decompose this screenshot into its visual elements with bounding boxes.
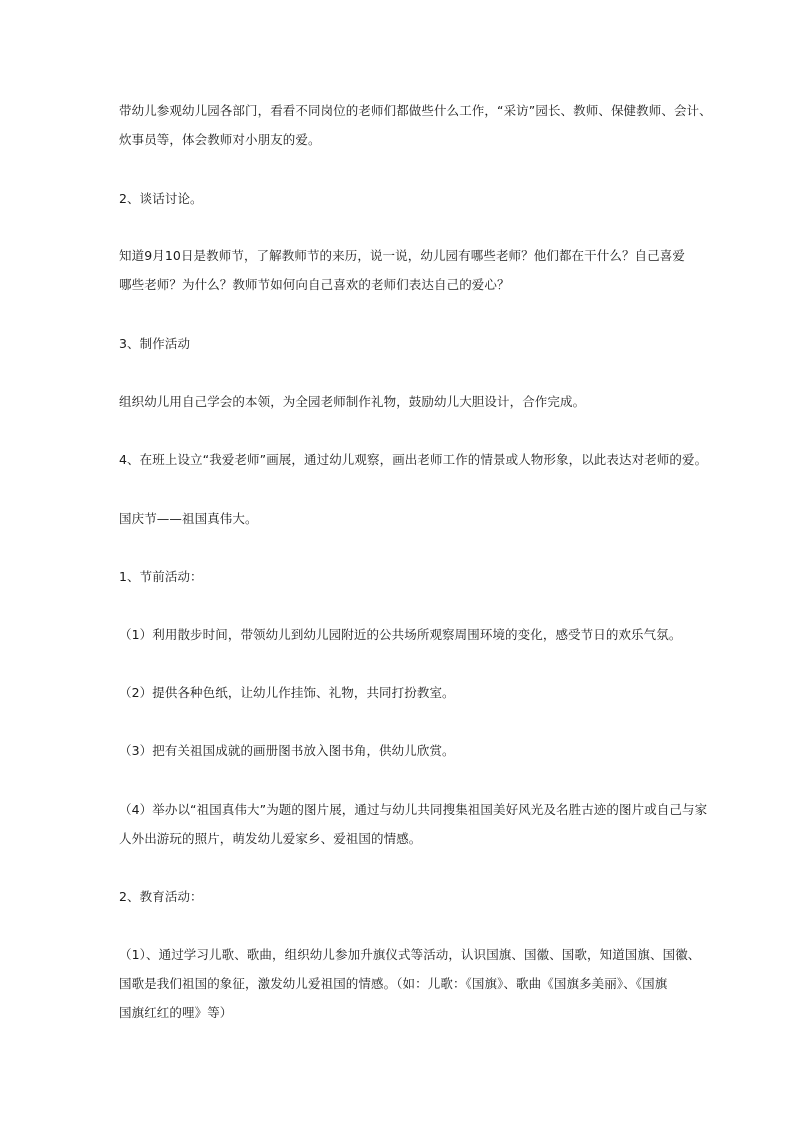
text-line: 组织幼儿用自己学会的本领，为全园老师制作礼物，鼓励幼儿大胆设计，合作完成。 [119,394,586,409]
text-line: 带幼儿参观幼儿园各部门，看看不同岗位的老师们都做些什么工作，“采访”园长、教师、保健教师、会计、 [119,103,712,118]
text-line: （1）利用散步时间，带领幼儿到幼儿园附近的公共场所观察周围环境的变化，感受节日的欢乐气氛。 [119,627,682,642]
text-line: （2）提供各种色纸，让幼儿作挂饰、礼物，共同打扮教室。 [119,685,455,700]
paragraph-teachers-day [119,241,685,299]
text-line: 2、谈话讨论。 [119,191,203,206]
heading-craft-activity [119,329,679,358]
paragraph-item-4 [119,795,708,853]
text-line: 3、制作活动 [119,336,191,351]
paragraph-education-item-1 [119,940,701,1027]
paragraph-art-exhibit [119,445,708,474]
text-line: 4、在班上设立“我爱老师”画展，通过幼儿观察，画出老师工作的情景或人物形象，以此表达对老师的爱。 [119,452,708,467]
text-line: （3）把有关祖国成就的画册图书放入图书角，供幼儿欣赏。 [119,743,455,758]
text-line: 2、教育活动： [119,889,203,904]
text-line: 1、节前活动： [119,569,203,584]
paragraph-item-1 [119,620,682,649]
text-line: （4）举办以“祖国真伟大”为题的图片展，通过与幼儿共同搜集祖国美好风光及名胜古迹的图片或自己与家 [119,802,708,817]
text-line: 知道9月10日是教师节，了解教师节的来历，说一说，幼儿园有哪些老师？他们都在干什么？自己喜爱 [119,248,685,263]
text-line: 哪些老师？为什么？教师节如何向自己喜欢的老师们表达自己的爱心？ [119,277,510,292]
text-line: 国庆节——祖国真伟大。 [119,511,258,526]
text-line: 国歌是我们祖国的象征，激发幼儿爱祖国的情感。（如：儿歌：《国旗》、歌曲《国旗多美丽》、《国旗 [119,976,668,991]
heading-education-activities [119,882,679,911]
text-line: 炊事员等，体会教师对小朋友的爱。 [119,132,321,147]
paragraph-make-gifts [119,387,679,416]
heading-discussion [119,184,679,213]
paragraph-visit-departments [119,96,712,154]
heading-pre-holiday-activities [119,562,679,591]
paragraph-item-3 [119,736,679,765]
paragraph-item-2 [119,678,679,707]
text-line: 国旗红红的哩》等） [119,1005,233,1020]
text-line: （1）、通过学习儿歌、歌曲，组织幼儿参加升旗仪式等活动，认识国旗、国徽、国歌，知道国旗、国徽、 [119,947,701,962]
heading-national-day [119,504,679,533]
text-line: 人外出游玩的照片，萌发幼儿爱家乡、爱祖国的情感。 [119,831,422,846]
